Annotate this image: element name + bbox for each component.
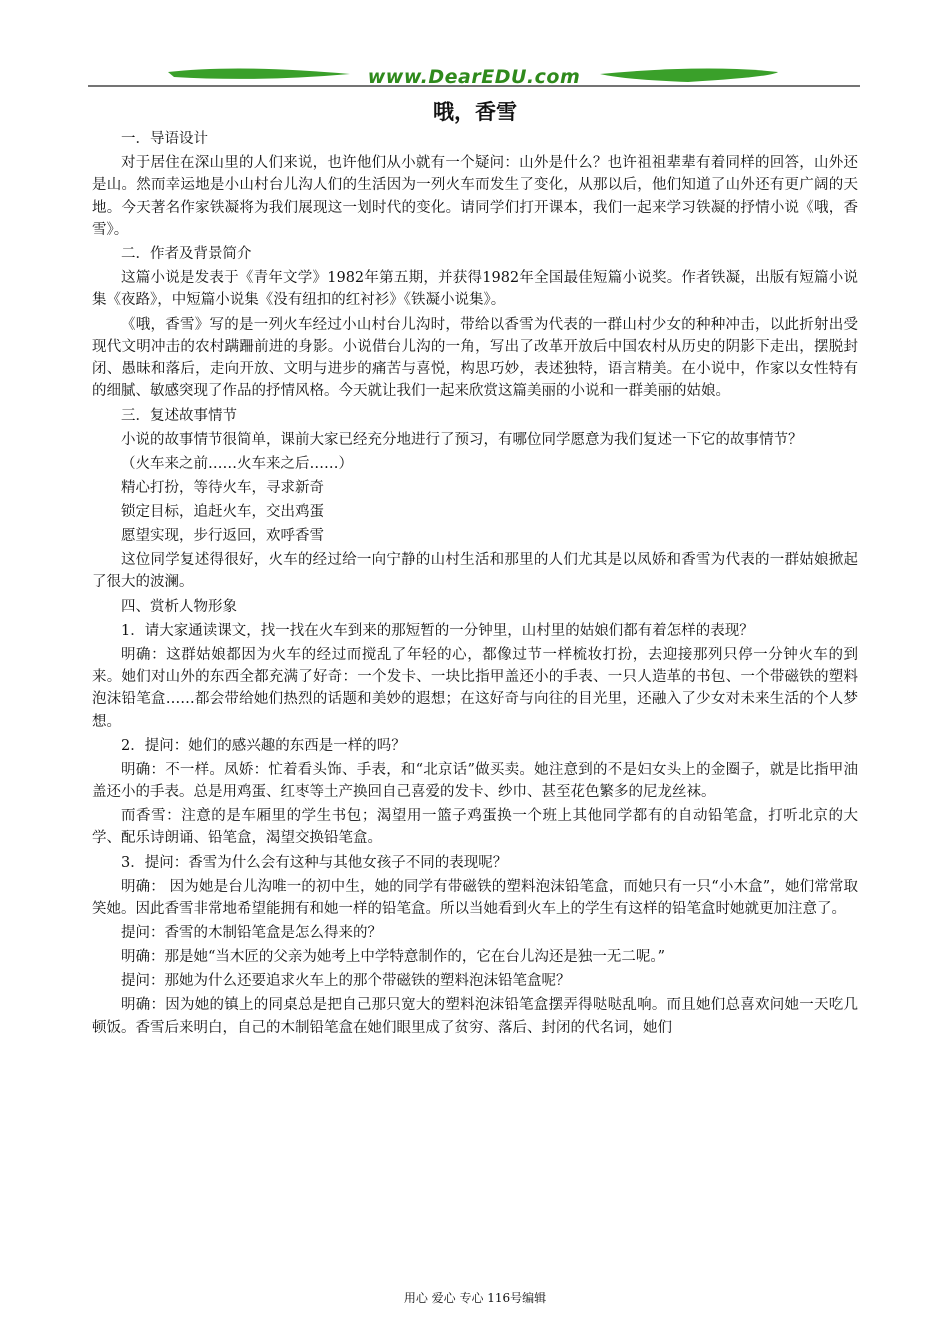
paragraph: 这位同学复述得很好，火车的经过给一向宁静的山村生活和那里的人们尤其是以凤娇和香雪为代表的一群姑娘掀起了很大的波澜。 (92, 552, 858, 591)
plot-outline-line: （火车来之前……火车来之后……） (121, 455, 353, 472)
question: 3．提问：香雪为什么会有这种与其他女孩子不同的表现呢？ (121, 854, 508, 871)
plot-outline-line: 愿望实现，步行返回，欢呼香雪 (121, 528, 324, 545)
question: 提问：那她为什么还要追求火车上的那个带磁铁的塑料泡沫铅笔盒呢？ (121, 973, 571, 990)
paragraph: 这篇小说是发表于《青年文学》1982年第五期，并获得1982年全国最佳短篇小说奖。作者铁凝，出版有短篇小说集《夜路》，中短篇小说集《没有纽扣的红衬衫》《铁凝小说集》。 (92, 270, 858, 309)
paragraph: 《哦，香雪》写的是一列火车经过小山村台儿沟时，带给以香雪为代表的一群山村少女的种种冲击，以此折射出受现代文明冲击的农村蹒跚前进的身影。小说借台儿沟的一角，写出了改革开放后中国农村从历史的阴影下走出，摆脱封闭、愚昧和落后，走向开放、文明与进步的痛苦与喜悦，构思巧妙，表述独特，语言精美。在小说中，作家以女性特有的细腻、敏感突现了作品的抒情风格。今天就让我们一起来欣赏这篇美丽的小说和一群美丽的姑娘。 (92, 316, 858, 400)
plot-outline-line: 锁定目标，追赶火车，交出鸡蛋 (121, 503, 324, 520)
answer: 明确：不一样。凤娇：忙着看头饰、手表，和“北京话”做买卖。她注意到的不是妇女头上的金圈子，就是比指甲油盖还小的手表。总是用鸡蛋、红枣等土产换回自己喜爱的发卡、纱巾、甚至花色繁多的尼龙丝袜。 (92, 761, 858, 801)
answer: 明确：因为她的镇上的同桌总是把自己那只宽大的塑料泡沫铅笔盒摆弄得哒哒乱响。而且她们总喜欢问她一天吃几顿饭。香雪后来明白，自己的木制铅笔盒在她们眼里成了贫穷、落后、封闭的代名词，她们 (92, 997, 858, 1036)
answer: 明确： 因为她是台儿沟唯一的初中生，她的同学有带磁铁的塑料泡沫铅笔盒，而她只有一只“小木盒”，她们常常取笑她。因此香雪非常地希望能拥有和她一样的铅笔盒。所以当她看到火车上的学生有这样的铅笔盒时她就更加注意了。 (92, 878, 858, 917)
section-heading-intro: 一．导语设计 (121, 131, 208, 147)
answer: 明确：这群姑娘都因为火车的经过而搅乱了年轻的心，都像过节一样梳妆打扮，去迎接那列只停一分钟火车的到来。她们对山外的东西全都充满了好奇：一个发卡、一块比指甲盖还小的手表、一只人造革的书包、一个带磁铁的塑料泡沫铅笔盒……都会带给她们热烈的话题和美妙的遐想；在这好奇与向往的目光里，还融入了少女对未来生活的个人梦想。 (92, 646, 858, 730)
page-title: 哦，香雪 (433, 99, 517, 124)
site-logo-text: www.DearEDU.com (367, 66, 581, 88)
article-body (92, 128, 858, 1041)
paragraph: 对于居住在深山里的人们来说，也许他们从小就有一个疑问：山外是什么？也许祖祖辈辈有着同样的回答，山外还是山。然而幸运地是小山村台儿沟人们的生活因为一列火车而发生了变化，从那以后，他们知道了山外还有更广阔的天地。今天著名作家铁凝将为我们展现这一划时代的变化。请同学们打开课本，我们一起来学习铁凝的抒情小说《哦，香雪》。 (92, 155, 858, 238)
question: 提问：香雪的木制铅笔盒是怎么得来的？ (121, 925, 382, 942)
question: 1．请大家通读课文，找一找在火车到来的那短暂的一分钟里，山村里的姑娘们都有着怎样的表现？ (121, 622, 754, 639)
answer: 而香雪：注意的是车厢里的学生书包；渴望用一篮子鸡蛋换一个班上其他同学都有的自动铅笔盒，打听北京的大学、配乐诗朗诵、铅笔盒，渴望交换铅笔盒。 (92, 808, 858, 847)
answer: 明确：那是她“当木匠的父亲为她考上中学特意制作的，它在台儿沟还是独一无二呢。” (121, 949, 666, 966)
page-footer: 用心 爱心 专心 116号编辑 (403, 1291, 547, 1305)
question: 2．提问：她们的感兴趣的东西是一样的吗？ (121, 737, 406, 754)
section-heading-characters: 四、赏析人物形象 (121, 598, 237, 615)
paragraph: 小说的故事情节很简单，课前大家已经充分地进行了预习，有哪位同学愿意为我们复述一下它的故事情节？ (121, 431, 803, 448)
site-header (88, 60, 860, 92)
section-heading-author: 二．作者及背景简介 (121, 246, 252, 263)
plot-outline-line: 精心打扮，等待火车，寻求新奇 (121, 479, 324, 496)
section-heading-plot: 三．复述故事情节 (121, 407, 237, 424)
